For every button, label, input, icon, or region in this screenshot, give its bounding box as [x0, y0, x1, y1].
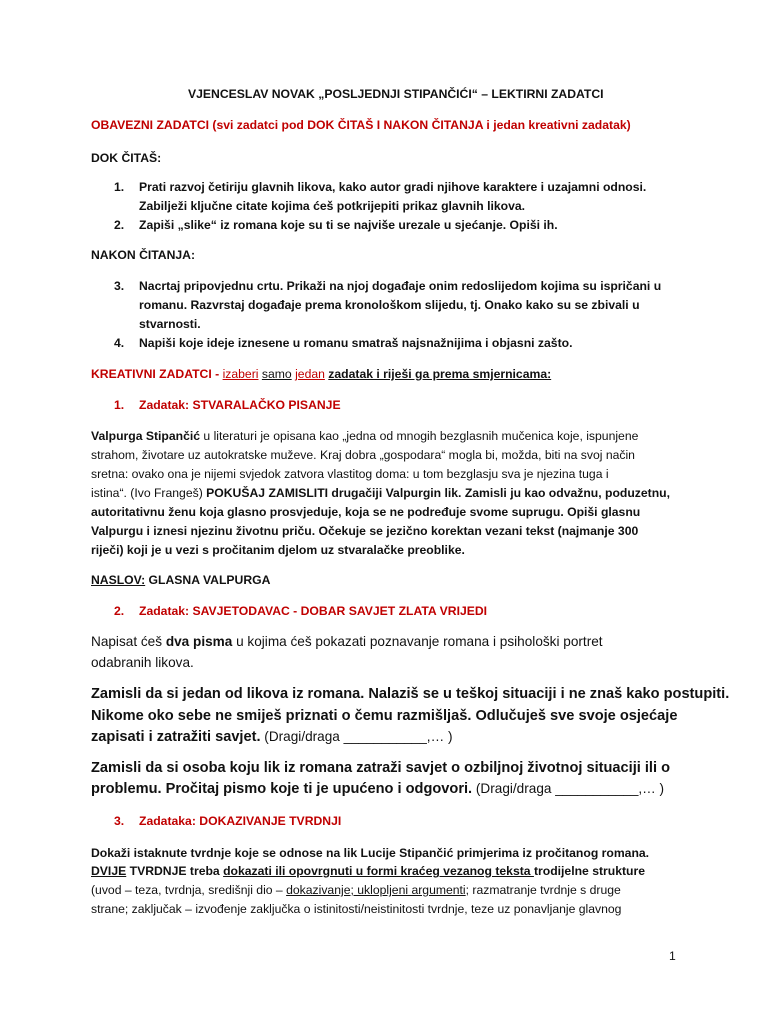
item-4-line-1: Napiši koje ideje iznesene u romanu smatraš najsnažnijima i objasni zašto. — [139, 336, 573, 350]
pismo-1-tail: (Dragi/draga ___________,… ) — [260, 729, 453, 744]
kreativni-label: KREATIVNI ZADATCI - — [91, 367, 220, 381]
page-number: 1 — [669, 949, 676, 963]
pismo-2-line-2 — [91, 781, 664, 797]
item-1-number: 1. — [114, 180, 125, 194]
zadatak-2-number: 2. — [114, 604, 125, 618]
pismo-1-line-2: Nikome oko sebe ne smiješ priznati o čemu razmišljaš. Odlučuješ sve svoje osjećaje — [91, 708, 678, 724]
line3-c: ; razmatranje tvrdnje s druge — [465, 883, 621, 897]
zadatak-1-line-2: strahom, životare uz autokratske muževe. Kraj dobra „gospodara“ mogla bi, možda, biti na svoj način — [91, 448, 635, 462]
nakon-citanja-heading: NAKON ČITANJA: — [91, 248, 196, 262]
item-1-line-1: Prati razvoj četiriju glavnih likova, kako autor gradi njihove karaktere i uzajamni odnosi. — [139, 180, 647, 194]
dok-citas-heading: DOK ČITAŠ: — [91, 151, 162, 165]
intro-c: u kojima ćeš pokazati poznavanje romana i psihološki portret — [232, 634, 603, 649]
zadatak-3-number: 3. — [114, 814, 125, 828]
tvrdnje-treba: TVRDNJE treba — [126, 864, 224, 878]
pismo-1-line-1: Zamisli da si jedan od likova iz romana. Nalaziš se u teškoj situaciji i ne znaš kako postupiti. — [91, 686, 730, 702]
item-2-number: 2. — [114, 218, 125, 232]
document-title: VJENCESLAV NOVAK „POSLJEDNJI STIPANČIĆI“ – LEKTIRNI ZADATCI — [188, 87, 604, 101]
zadatak-1-line-4 — [91, 486, 670, 500]
zadatak-3-line-3 — [91, 883, 621, 897]
obavezni-heading: OBAVEZNI ZADATCI (svi zadatci pod DOK ČITAŠ I NAKON ČITANJA i jedan kreativni zadatak) — [91, 118, 631, 132]
item-3-number: 3. — [114, 279, 125, 293]
kreativni-samo: samo — [261, 367, 292, 381]
naslov-label: NASLOV: — [91, 573, 146, 587]
kreativni-izaberi: izaberi — [222, 367, 259, 381]
naslov — [91, 573, 270, 587]
zadatak-1-line-7: riječi) koji je u vezi s pročitanim djelom uz stvaralačke preoblike. — [91, 543, 465, 557]
zadatak-1-line-5: autoritativnu ženu koja glasno prosvjeduje, koja se ne podređuje svome suprugu. Opiši glasnu — [91, 505, 641, 519]
kreativni-heading — [91, 367, 551, 381]
zadatak-1-line-4-bold: POKUŠAJ ZAMISLITI drugačiji Valpurgin lik. Zamisli ju kao odvažnu, poduzetnu, — [206, 486, 670, 500]
item-3-line-1: Nacrtaj pripovjednu crtu. Prikaži na njoj događaje onim redoslijedom kojima su ispričani u — [139, 279, 662, 293]
pismo-1-last: zapisati i zatražiti savjet. — [91, 729, 261, 745]
zadatak-1-line-1 — [91, 429, 638, 443]
item-2-line-1: Zapiši „slike“ iz romana koje su ti se najviše urezale u sjećanje. Opiši ih. — [139, 218, 558, 232]
dvije: DVIJE — [91, 864, 127, 878]
dva-pisma: dva pisma — [165, 634, 233, 649]
zadatak-2-intro-line-2: odabranih likova. — [91, 655, 194, 670]
item-4-number: 4. — [114, 336, 125, 350]
zadatak-1-line-3: sretna: ovako ona je nijemi svjedok zatvora vlastitog doma: u tom bezglasju sva je njezina tuga i — [91, 467, 609, 481]
zadatak-1-line-1-rest: u literaturi je opisana kao „jedna od mnogih bezglasnih mučenica koje, ispunjene — [200, 429, 639, 443]
pismo-2-last: problemu. Pročitaj pismo koje ti je upućeno i odgovori. — [91, 781, 473, 797]
zadatak-3-line-4: strane; zaključak – izvođenje zaključka o istinitosti/neistinitosti tvrdnje, teze uz ponavljanje glavnog — [91, 902, 622, 916]
kreativni-jedan: jedan — [295, 367, 325, 381]
kreativni-rest: zadatak i riješi ga prema smjernicama: — [328, 367, 552, 381]
zadatak-2-intro — [91, 634, 603, 649]
zadatak-1-number: 1. — [114, 398, 125, 412]
pismo-2-line-1: Zamisli da si osoba koju lik iz romana zatraži savjet o ozbiljnoj životnoj situaciji ili o — [91, 760, 671, 776]
dokazati-ili-opovrgnuti: dokazati ili opovrgnuti u formi kraćeg vezanog teksta — [223, 864, 534, 878]
zadatak-1-line-4-plain: istina“. (Ivo Frangeš) — [91, 486, 207, 500]
pismo-2-tail: (Dragi/draga ___________,… ) — [472, 781, 665, 796]
pismo-1-line-3 — [91, 729, 452, 745]
naslov-value: GLASNA VALPURGA — [145, 573, 271, 587]
valpurga-name: Valpurga Stipančić — [91, 429, 201, 443]
item-1-line-2: Zabilježi ključne citate kojima ćeš potkrijepiti prikaz glavnih likova. — [139, 199, 526, 213]
zadatak-3-heading: Zadataka: DOKAZIVANJE TVRDNJI — [139, 814, 342, 828]
zadatak-1-line-6: Valpurgu i iznesi njezinu životnu priču. Očekuje se jezično korektan vezani tekst (najmanje 300 — [91, 524, 639, 538]
item-3-line-2: romanu. Razvrstaj događaje prema kronološkom slijedu, tj. Onako kako su se zbivali u — [139, 298, 640, 312]
zadatak-3-line-2 — [91, 864, 645, 878]
intro-a: Napisat ćeš — [91, 634, 166, 649]
line3-a: (uvod – teza, tvrdnja, središnji dio – — [91, 883, 287, 897]
item-3-line-3: stvarnosti. — [139, 317, 201, 331]
zadatak-1-heading: Zadatak: STVARALAČKO PISANJE — [139, 398, 341, 412]
trodijelne-strukture: trodijelne strukture — [533, 864, 646, 878]
dokazivanje-argumenti: dokazivanje; uklopljeni argumenti — [286, 883, 466, 897]
zadatak-2-heading: Zadatak: SAVJETODAVAC - DOBAR SAVJET ZLATA VRIJEDI — [139, 604, 488, 618]
zadatak-3-line-1: Dokaži istaknute tvrdnje koje se odnose na lik Lucije Stipančić primjerima iz pročitanog romana. — [91, 846, 650, 860]
